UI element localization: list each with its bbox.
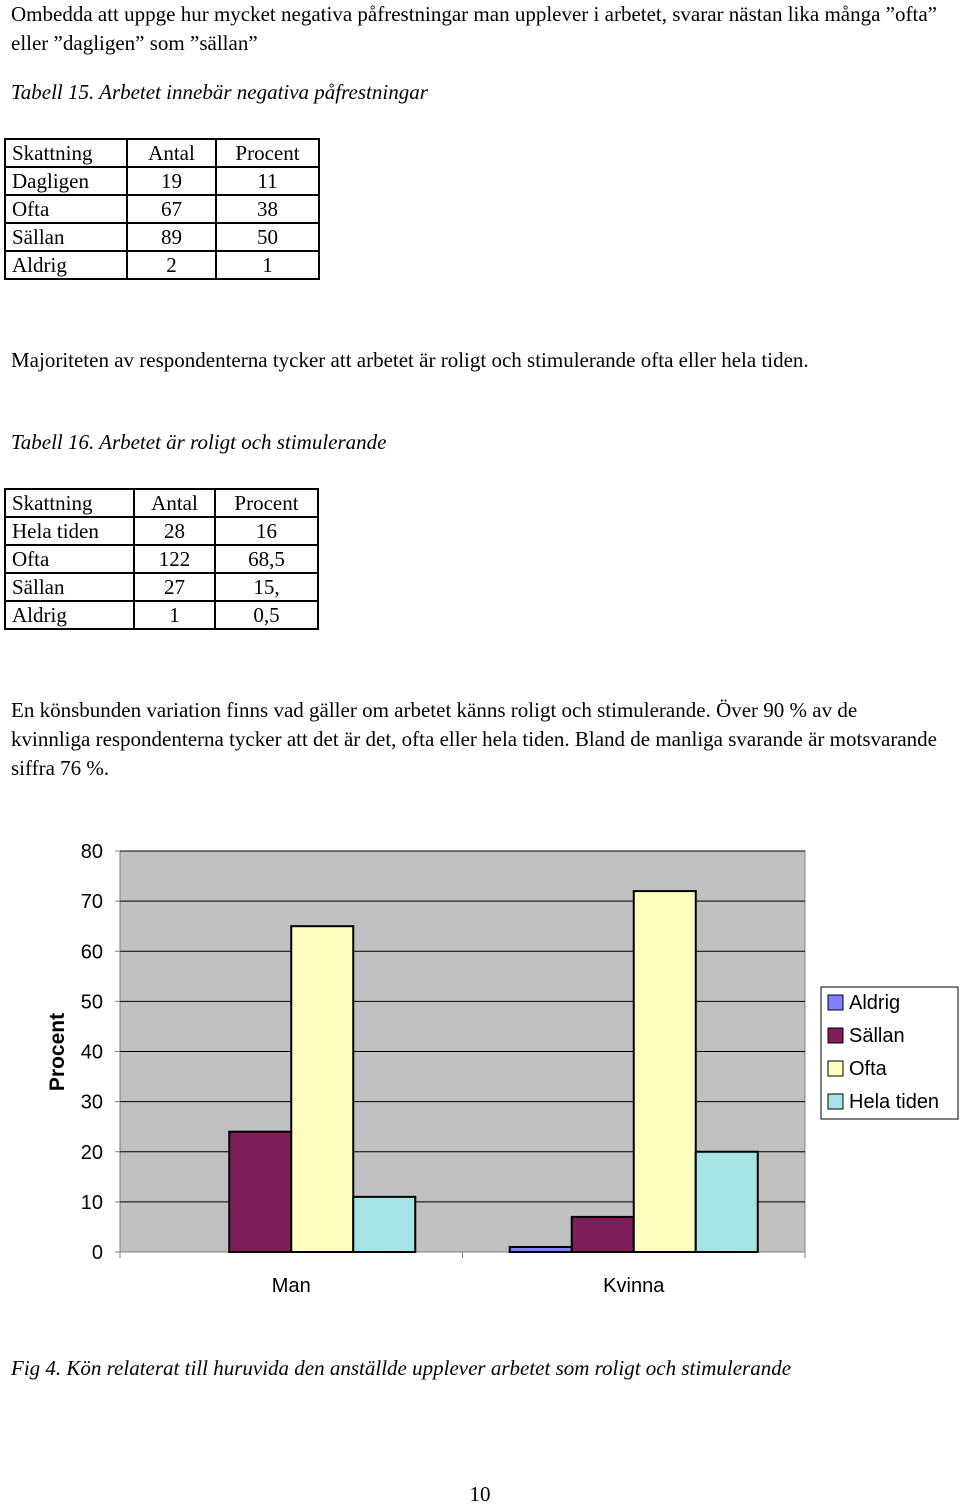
y-tick-label: 60 bbox=[80, 941, 103, 964]
table-row bbox=[5, 545, 318, 573]
bar-hela-tiden-kvinna bbox=[696, 1152, 758, 1252]
legend-swatch bbox=[828, 1061, 843, 1076]
table-row bbox=[5, 601, 318, 629]
y-tick-label: 50 bbox=[80, 991, 103, 1014]
table-cell: Hela tiden bbox=[5, 517, 134, 545]
table-cell: Sällan bbox=[5, 573, 134, 601]
legend-label: Sällan bbox=[849, 1025, 905, 1047]
y-tick-label: 70 bbox=[80, 891, 103, 914]
table-cell: 1 bbox=[216, 251, 319, 279]
table-cell: 1 bbox=[134, 601, 215, 629]
header-cell: Skattning bbox=[5, 139, 127, 167]
header-cell: Antal bbox=[127, 139, 216, 167]
table-header-row bbox=[5, 139, 319, 167]
table-cell: Sällan bbox=[5, 223, 127, 251]
table-header-row bbox=[5, 489, 318, 517]
table-cell: 11 bbox=[216, 167, 319, 195]
bar-ofta-man bbox=[291, 926, 353, 1252]
paragraph-2: Majoriteten av respondenterna tycker att arbetet är roligt och stimulerande ofta eller hela tiden. bbox=[11, 348, 809, 372]
table-cell: 122 bbox=[134, 545, 215, 573]
legend-swatch bbox=[828, 995, 843, 1010]
y-tick-label: 0 bbox=[91, 1242, 103, 1264]
x-category-label: Kvinna bbox=[603, 1275, 665, 1297]
y-tick-label: 40 bbox=[80, 1041, 103, 1064]
table-row bbox=[5, 251, 319, 279]
bar-sällan-kvinna bbox=[572, 1217, 634, 1252]
y-axis-label: Procent bbox=[46, 1012, 69, 1092]
header-cell: Skattning bbox=[5, 489, 134, 517]
legend-swatch bbox=[828, 1094, 843, 1109]
table-15-caption: Tabell 15. Arbetet innebär negativa påfrestningar bbox=[11, 80, 428, 104]
figure-caption: Fig 4. Kön relaterat till huruvida den anställde upplever arbetet som roligt och stimulerande bbox=[11, 1356, 792, 1380]
table-cell: 28 bbox=[134, 517, 215, 545]
table-row bbox=[5, 195, 319, 223]
bar-sällan-man bbox=[229, 1132, 291, 1252]
legend-label: Aldrig bbox=[849, 992, 901, 1014]
bar-chart bbox=[0, 830, 960, 1310]
bar-ofta-kvinna bbox=[634, 891, 696, 1252]
table-cell: Aldrig bbox=[5, 251, 127, 279]
table-row bbox=[5, 223, 319, 251]
y-tick-label: 20 bbox=[80, 1141, 103, 1164]
table-cell: 50 bbox=[216, 223, 319, 251]
y-tick-label: 10 bbox=[80, 1191, 103, 1214]
header-cell: Procent bbox=[215, 489, 318, 517]
table-row bbox=[5, 517, 318, 545]
page-number: 10 bbox=[469, 1482, 491, 1506]
x-category-label: Man bbox=[271, 1275, 311, 1297]
legend-swatch bbox=[828, 1028, 843, 1043]
table-cell: Ofta bbox=[5, 545, 134, 573]
table-row bbox=[5, 167, 319, 195]
legend-label: Ofta bbox=[849, 1058, 887, 1080]
table-cell: 38 bbox=[216, 195, 319, 223]
table-cell: 2 bbox=[127, 251, 216, 279]
table-cell: 68,5 bbox=[215, 545, 318, 573]
table-row bbox=[5, 573, 318, 601]
header-cell: Procent bbox=[216, 139, 319, 167]
table-16 bbox=[4, 488, 319, 630]
table-cell: Ofta bbox=[5, 195, 127, 223]
table-cell: 0,5 bbox=[215, 601, 318, 629]
table-cell: Dagligen bbox=[5, 167, 127, 195]
legend-label: Hela tiden bbox=[849, 1091, 940, 1113]
paragraph-3: En könsbunden variation finns vad gäller om arbetet känns roligt och stimulerande. Över 90 % av de kvinnliga respondenterna tycker att det är det, ofta eller hela tiden. Bland de manliga svarande är motsvarande siffra 76 %. bbox=[11, 698, 937, 780]
table-cell: 67 bbox=[127, 195, 216, 223]
table-cell: 89 bbox=[127, 223, 216, 251]
bar-aldrig-kvinna bbox=[510, 1247, 572, 1252]
table-cell: Aldrig bbox=[5, 601, 134, 629]
table-cell: 16 bbox=[215, 517, 318, 545]
table-cell: 19 bbox=[127, 167, 216, 195]
y-tick-label: 80 bbox=[80, 841, 103, 863]
table-16-caption: Tabell 16. Arbetet är roligt och stimulerande bbox=[11, 430, 387, 454]
table-15 bbox=[4, 138, 320, 280]
y-tick-label: 30 bbox=[80, 1091, 103, 1114]
intro-paragraph: Ombedda att uppge hur mycket negativa påfrestningar man upplever i arbetet, svarar nästan lika många ”ofta” eller ”dagligen” som ”sällan” bbox=[11, 2, 937, 55]
table-cell: 15, bbox=[215, 573, 318, 601]
table-cell: 27 bbox=[134, 573, 215, 601]
header-cell: Antal bbox=[134, 489, 215, 517]
bar-hela-tiden-man bbox=[353, 1197, 415, 1252]
